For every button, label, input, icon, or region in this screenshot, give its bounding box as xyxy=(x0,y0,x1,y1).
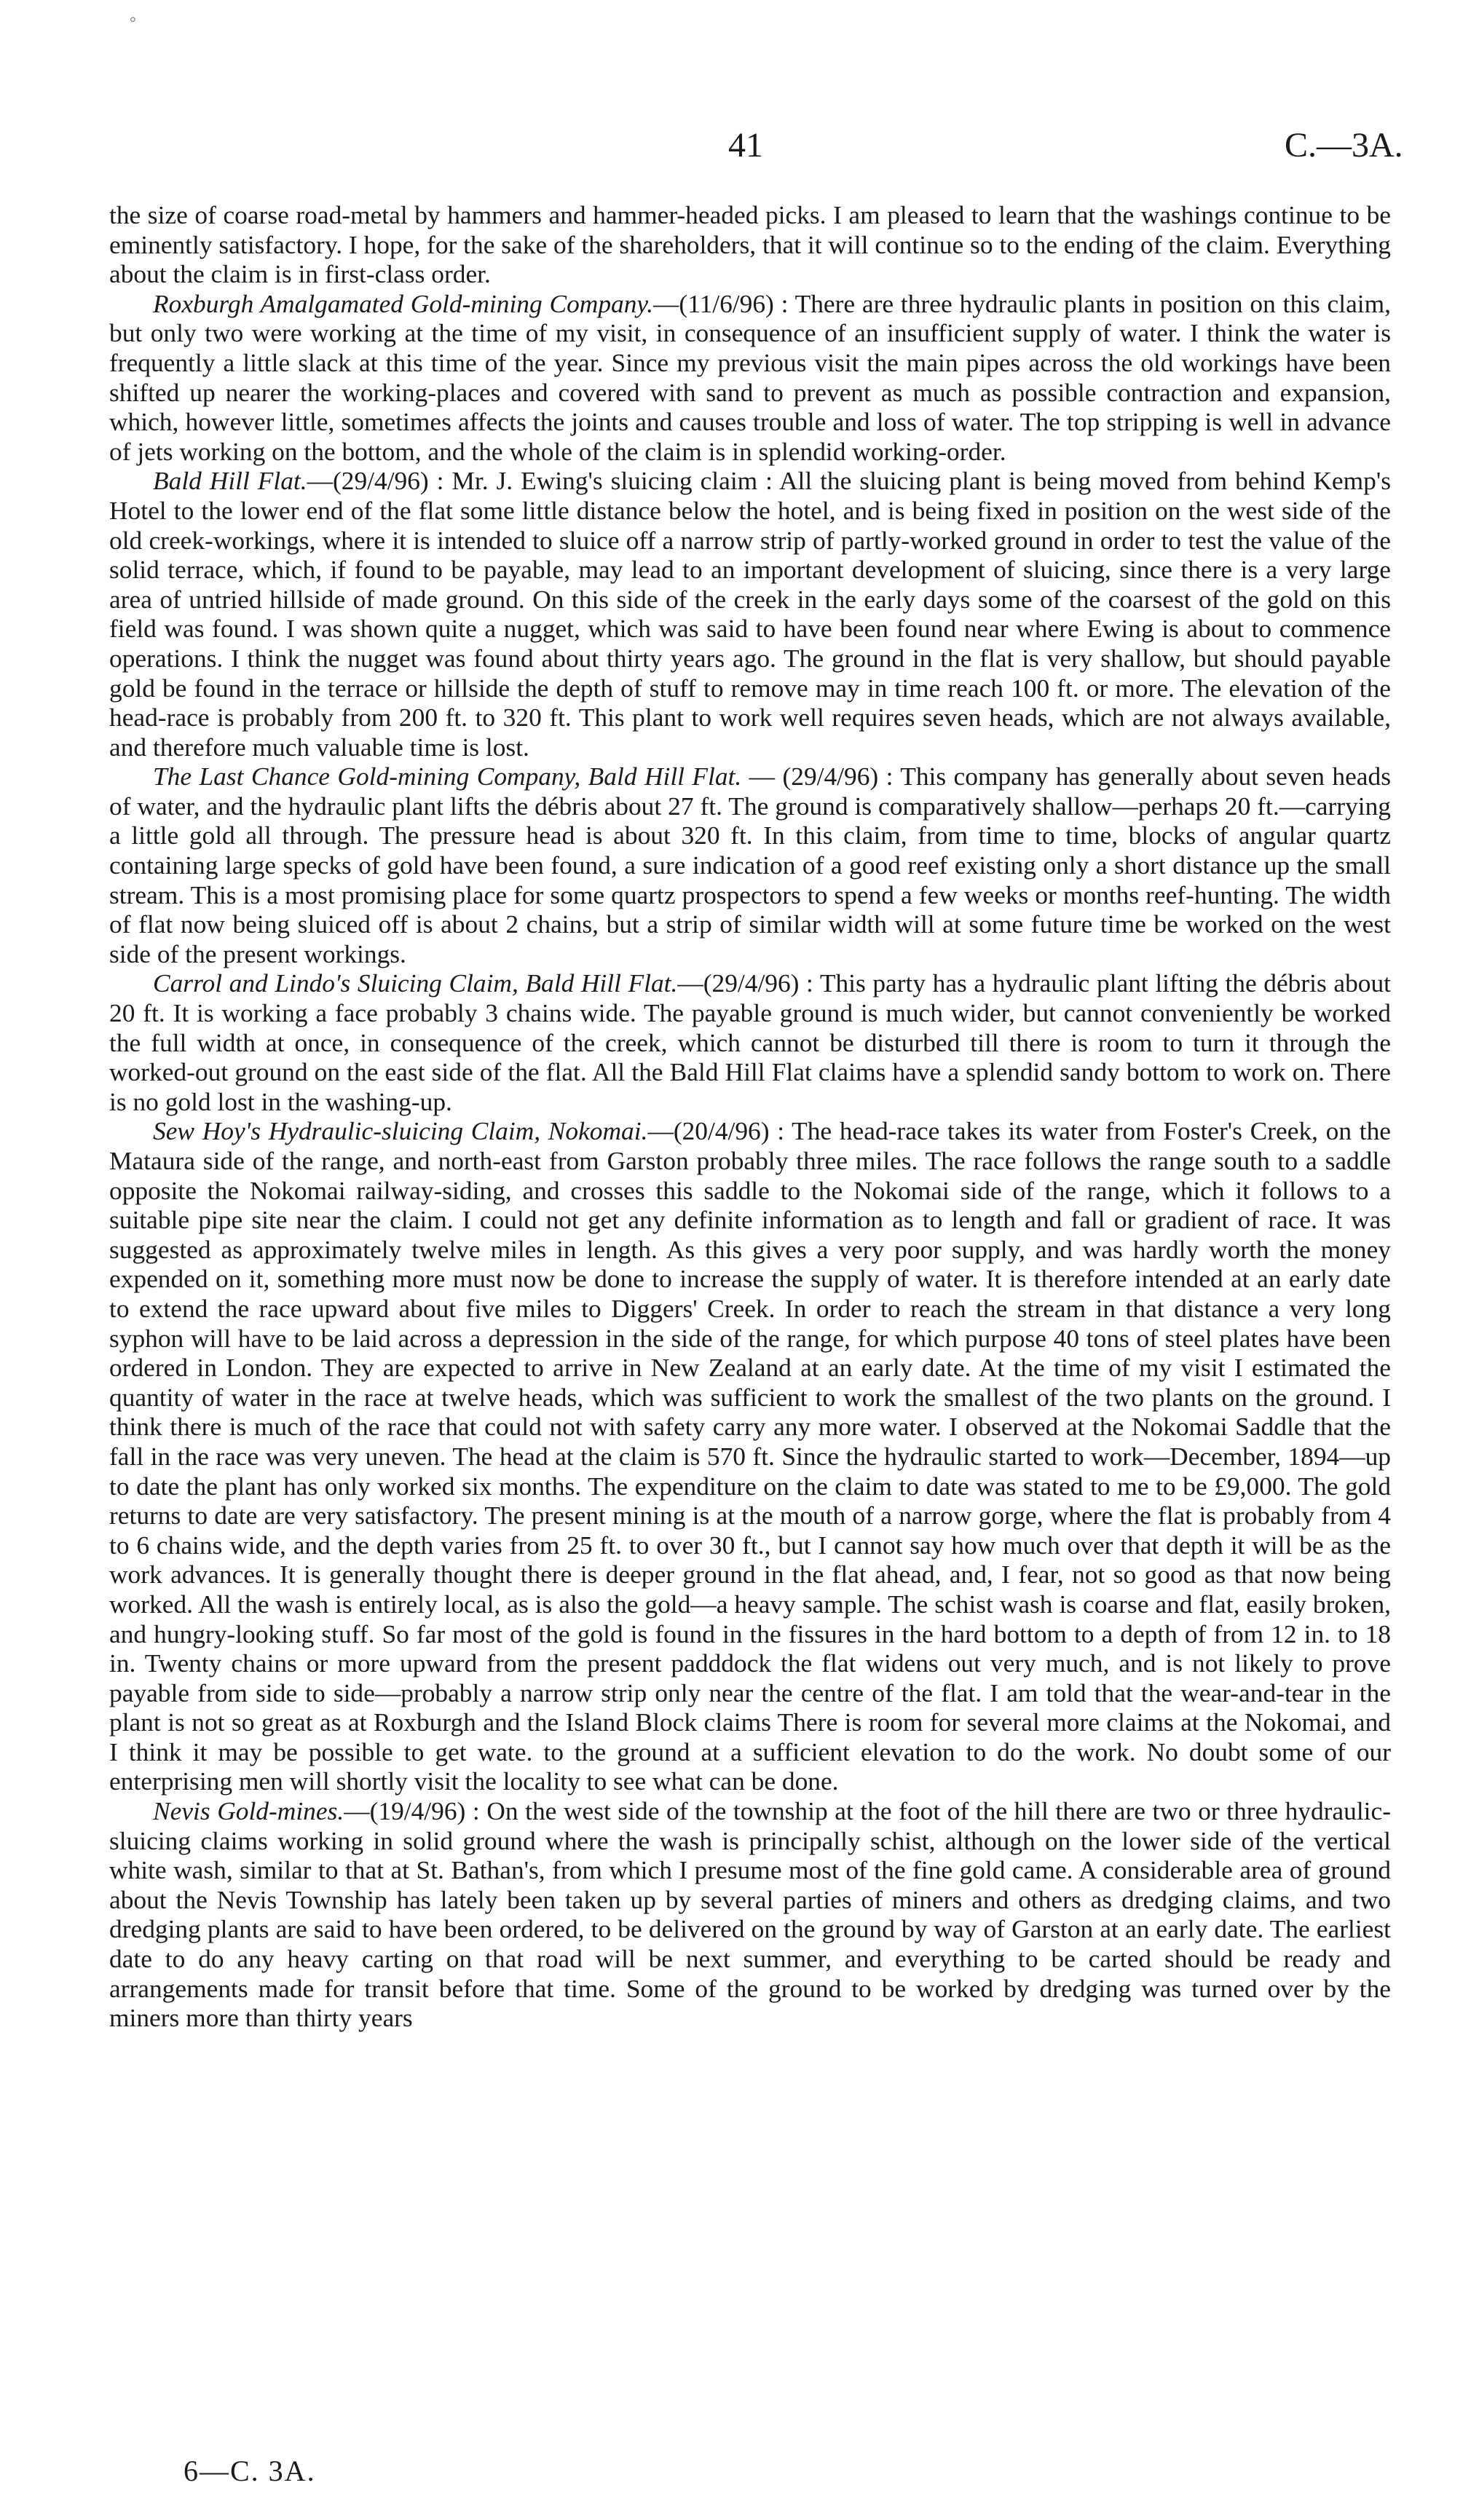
paragraph-heading: Sew Hoy's Hydraulic-sluicing Claim, Nokomai. xyxy=(153,1116,648,1146)
paragraph-text: —(11/6/96) : There are three hydraulic plants in position on this claim, but only two were working at the time of my visit, in consequence of an insufficient supply of water. I think the water is frequently a little slack at this time of the year. Since my previous visit the main pipes across the old workings have been shifted up nearer the working-places and covered with sand to prevent as much as possible contraction and expansion, which, however little, sometimes affects the joints and causes trouble and loss of water. The top stripping is well in advance of jets working on the bottom, and the whole of the claim is in splendid working-order. xyxy=(109,288,1392,466)
paragraph-text: —(29/4/96) : Mr. J. Ewing's sluicing claim : All the sluicing plant is being moved from behind Kemp's Hotel to the lower end of the flat some little distance below the hotel, and is being fixed in position on the west side of the old creek-workings, where it is intended to sluice off a narrow strip of partly-worked ground in order to test the value of the solid terrace, which, if found to be payable, may lead to an important development of sluicing, since there is a very large area of untried hillside of made ground. On this side of the creek in the early days some of the coarsest of the gold on this field was found. I was shown quite a nugget, which was said to have been found near where Ewing is about to commence operations. I think the nugget was found about thirty years ago. The ground in the flat is very shallow, but should payable gold be found in the terrace or hillside the depth of stuff to remove may in time reach 100 ft. or more. The elevation of the head-race is probably from 200 ft. to 320 ft. This plant to work well requires seven heads, which are not always available, and therefore much valuable time is lost. xyxy=(109,466,1392,762)
paragraph-carrol-lindo xyxy=(109,968,1391,1116)
paragraph-text: the size of coarse road-metal by hammers and hammer-headed picks. I am pleased to learn that the washings continue to be eminently satisfactory. I hope, for the sake of the shareholders, that it will continue so to the ending of the claim. Everything about the claim is in first-class order. xyxy=(109,200,1391,289)
paragraph-bald-hill-flat xyxy=(109,466,1391,762)
paragraph-roxburgh xyxy=(109,289,1391,467)
paragraph-text: — (29/4/96) : This company has generally about seven heads of water, and the hydraulic plant lifts the débris about 27 ft. The ground is comparatively shallow—perhaps 20 ft.—carrying a little gold all through. The pressure head is about 320 ft. In this claim, from time to time, blocks of angular quartz containing large specks of gold have been found, a sure indication of a good reef existing only a short distance up the small stream. This is a most promising place for some quartz prospectors to spend a few weeks or months reef-hunting. The width of flat now being sluiced off is about 2 chains, but a strip of similar width will at some future time be worked on the west side of the present workings. xyxy=(109,762,1391,968)
footer-signature: 6—C. 3A. xyxy=(184,2454,316,2487)
paragraph-last-chance xyxy=(109,762,1391,968)
paragraph-heading: Bald Hill Flat. xyxy=(153,466,307,496)
series-reference: C.—3A. xyxy=(1285,126,1403,165)
paragraph-heading: Carrol and Lindo's Sluicing Claim, Bald Hill Flat. xyxy=(153,968,678,998)
paragraph-heading: Nevis Gold-mines. xyxy=(153,1796,344,1826)
paragraph-text: —(29/4/96) : This party has a hydraulic plant lifting the débris about 20 ft. It is working a face probably 3 chains wide. The payable ground is much wider, but cannot conveniently be worked the full width at once, in consequence of the creek, which cannot be disturbed till there is room to turn it through the worked-out ground on the east side of the flat. All the Bald Hill Flat claims have a splendid sandy bottom to work on. There is no gold lost in the washing-up. xyxy=(109,968,1391,1116)
body-text xyxy=(109,200,1391,2033)
paragraph-heading: Roxburgh Amalgamated Gold-mining Company. xyxy=(153,288,654,318)
paragraph-text: —(20/4/96) : The head-race takes its water from Foster's Creek, on the Mataura side of the range, and north-east from Garston probably three miles. The race follows the range south to a saddle opposite the Nokomai railway-siding, and crosses this saddle to the Nokomai side of the range, which it follows to a suitable pipe site near the claim. I could not get any definite information as to length and fall or gradient of race. It was suggested as approximately twelve miles in length. As this gives a very poor supply, and was hardly worth the money expended on it, something more must now be done to increase the supply of water. It is therefore intended at an early date to extend the race upward about five miles to Diggers' Creek. In order to reach the stream in that distance a very long syphon will have to be laid across a depression in the side of the range, for which purpose 40 tons of steel plates have been ordered in London. They are expected to arrive in New Zealand at an early date. At the time of my visit I estimated the quantity of water in the race at twelve heads, which was sufficient to work the smallest of the two plants on the ground. I think there is much of the race that could not with safety carry any more water. I observed at the Nokomai Saddle that the fall in the race was very uneven. The head at the claim is 570 ft. Since the hydraulic started to work—December, 1894—up to date the plant has only worked six months. The expenditure on the claim to date was stated to me to be £9,000. The gold returns to date are very satisfactory. The present mining is at the mouth of a narrow gorge, where the flat is probably from 4 to 6 chains wide, and the depth varies from 25 ft. to over 30 ft., but I cannot say how much over that depth it will be as the work advances. It is generally thought there is deeper ground in the flat ahead, and, I fear, not so good as that now being worked. All the wash is entirely local, as is also the gold—a heavy sample. The schist wash is coarse and flat, easily broken, and hungry-looking stuff. So far most of the gold is found in the fissures in the hard bottom to a depth of from 12 in. to 18 in. Twenty chains or more upward from the present padddock the flat widens out very much, and is not likely to prove payable from side to side—probably a narrow strip only near the centre of the flat. I am told that the wear-and-tear in the plant is not so great as at Roxburgh and the Island Block claims There is room for several more claims at the Nokomai, and I think it may be possible to get wate. to the ground at a sufficient elevation to do the work. No doubt some of our enterprising men will shortly visit the locality to see what can be done. xyxy=(109,1116,1391,1796)
paragraph-sew-hoy xyxy=(109,1116,1391,1796)
stray-mark: ° xyxy=(130,13,136,31)
page-number: 41 xyxy=(728,126,763,165)
paragraph-nevis xyxy=(109,1796,1391,2033)
paragraph-continuation xyxy=(109,200,1391,289)
paragraph-text: —(19/4/96) : On the west side of the township at the foot of the hill there are two or three hydraulic-sluicing claims working in solid ground where the wash is principally schist, although on the lower side of the vertical white wash, similar to that at St. Bathan's, from which I presume most of the fine gold came. A considerable area of ground about the Nevis Township has lately been taken up by several parties of miners and others as dredging claims, and two dredging plants are said to have been ordered, to be delivered on the ground by way of Garston at an early date. The earliest date to do any heavy carting on that road will be next summer, and everything to be carted should be ready and arrangements made for transit before that time. Some of the ground to be worked by dredging was turned over by the miners more than thirty years xyxy=(109,1796,1391,2033)
paragraph-heading: The Last Chance Gold-mining Company, Bald Hill Flat. xyxy=(153,762,742,791)
